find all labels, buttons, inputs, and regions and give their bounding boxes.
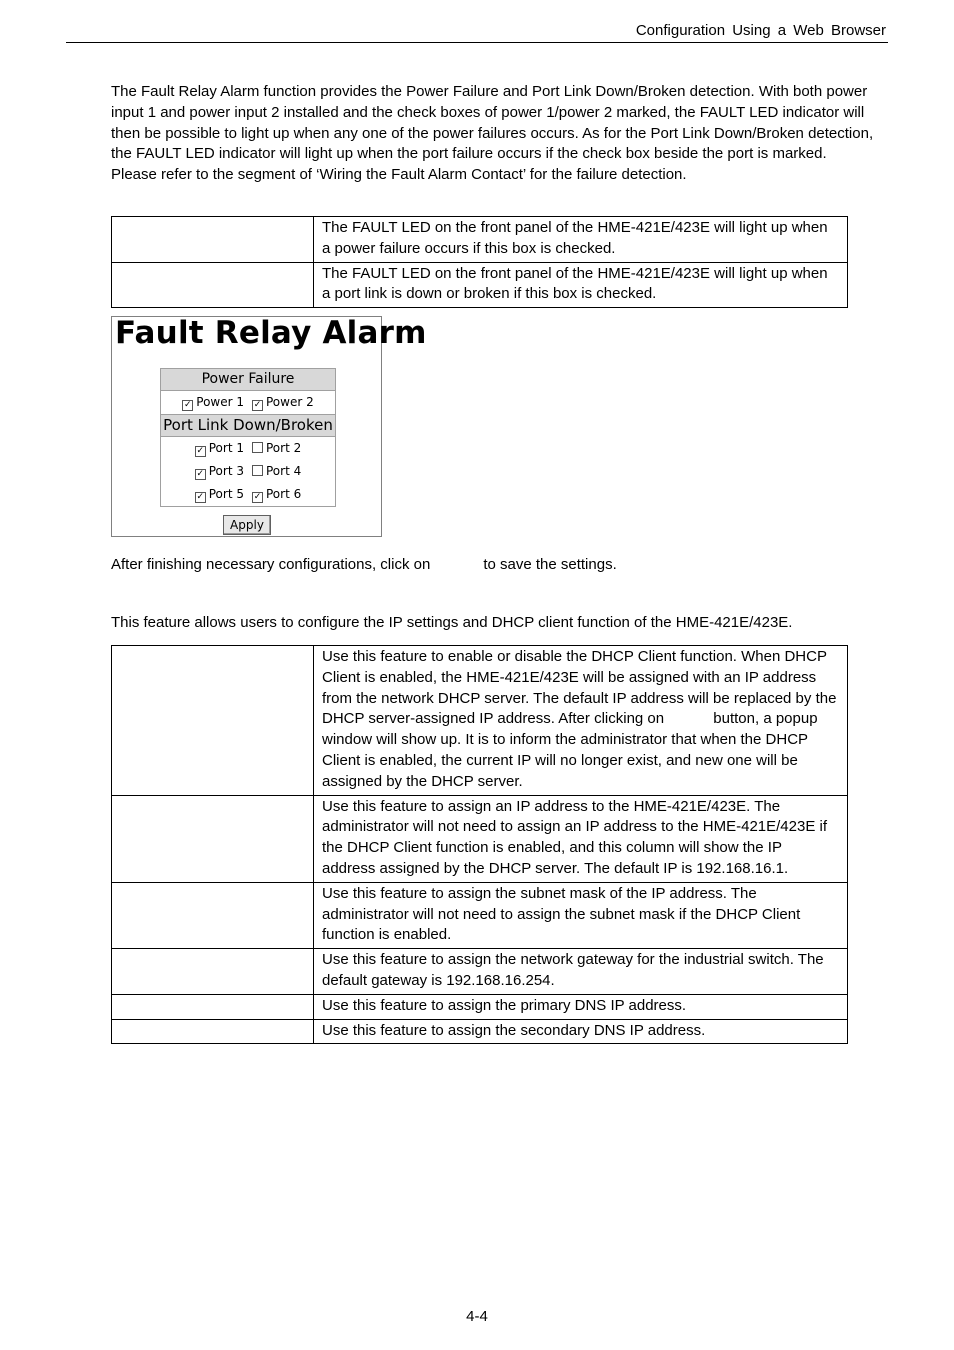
- table-label-cell: [112, 217, 314, 263]
- table-label-cell: [112, 949, 314, 995]
- power2-checkbox[interactable]: ✓: [253, 400, 262, 410]
- port-row: [161, 437, 335, 460]
- table-desc-cell: The FAULT LED on the front panel of the HME-421E/423E will light up when a power failure occurs if this box is checked.: [314, 217, 848, 263]
- dhcp-desc-part2: button, a popup window will show up. It is to inform the administrator that when the DHCP Client is enabled, the current IP will no longer exist, and new one will be assigned by the DHCP server.: [322, 710, 818, 790]
- ip-settings-table: [111, 645, 848, 1044]
- port-row: [161, 460, 335, 483]
- table-label-cell: [112, 994, 314, 1019]
- table-desc-cell: The FAULT LED on the front panel of the HME-421E/423E will light up when a port link is down or broken if this box is checked.: [314, 262, 848, 308]
- port4-checkbox[interactable]: [252, 465, 263, 476]
- port4-label: Port 4: [266, 464, 302, 478]
- alarm-settings-panel: [160, 368, 336, 507]
- fault-relay-table: [111, 216, 848, 308]
- table-row: [112, 882, 848, 948]
- table-row: [112, 795, 848, 882]
- port3-checkbox[interactable]: ✓: [196, 469, 205, 479]
- fault-relay-alarm-screenshot: [111, 315, 427, 537]
- port3-label: Port 3: [208, 464, 244, 478]
- table-desc-cell: Use this feature to assign an IP address to the HME-421E/423E. The administrator will not need to assign an IP address to the HME-421E/423E if the DHCP Client function is enabled, and this column will show the IP address assigned by the DHCP server. The default IP is 192.168.16.1.: [314, 795, 848, 882]
- table-row: [112, 217, 848, 263]
- port2-label: Port 2: [266, 441, 302, 455]
- table-label-cell: [112, 646, 314, 796]
- table-desc-cell: Use this feature to assign the primary DNS IP address.: [314, 994, 848, 1019]
- running-header: Configuration Using a Web Browser: [635, 22, 886, 39]
- table-row: [112, 646, 848, 796]
- power1-checkbox[interactable]: ✓: [183, 400, 192, 410]
- table-desc-cell: [314, 646, 848, 796]
- port2-checkbox[interactable]: [252, 442, 263, 453]
- table-desc-cell: Use this feature to assign the network gateway for the industrial switch. The default gateway is 192.168.16.254.: [314, 949, 848, 995]
- table-desc-cell: Use this feature to assign the secondary DNS IP address.: [314, 1019, 848, 1044]
- table-label-cell: [112, 1019, 314, 1044]
- port5-label: Port 5: [208, 487, 244, 501]
- apply-button[interactable]: Apply: [223, 515, 271, 535]
- port6-checkbox[interactable]: ✓: [253, 492, 262, 502]
- table-row: [112, 1019, 848, 1044]
- table-row: [112, 949, 848, 995]
- power2-label: Power 2: [266, 395, 314, 409]
- screenshot-title: Fault Relay Alarm: [115, 315, 427, 351]
- table-label-cell: [112, 882, 314, 948]
- power-row: [161, 391, 335, 414]
- power1-label: Power 1: [196, 395, 244, 409]
- port1-label: Port 1: [208, 441, 244, 455]
- power-failure-header: Power Failure: [161, 369, 335, 391]
- port-link-header: Port Link Down/Broken: [161, 414, 335, 437]
- ip-intro-paragraph: This feature allows users to configure the IP settings and DHCP client function of the HME-421E/423E.: [111, 614, 793, 631]
- page-number: 4-4: [466, 1308, 488, 1325]
- header-rule: [66, 42, 888, 43]
- dhcp-desc-part1: Use this feature to enable or disable the DHCP Client function. When DHCP Client is enabled, the HME-421E/423E will be assigned with an IP address from the network DHCP server. The default IP address will be replaced by the DHCP server-assigned IP address. After clicking on: [322, 648, 837, 728]
- port6-label: Port 6: [266, 487, 302, 501]
- table-row: [112, 262, 848, 308]
- table-label-cell: [112, 795, 314, 882]
- port5-checkbox[interactable]: ✓: [196, 492, 205, 502]
- after-text-start: After finishing necessary configurations, click on: [111, 556, 431, 573]
- after-text-end: to save the settings.: [483, 556, 617, 573]
- after-config-line: [111, 555, 876, 576]
- table-desc-cell: Use this feature to assign the subnet mask of the IP address. The administrator will not need to assign the subnet mask if the DHCP Client function is enabled.: [314, 882, 848, 948]
- intro-paragraph: The Fault Relay Alarm function provides the Power Failure and Port Link Down/Broken detection. With both power input 1 and power input 2 installed and the check boxes of power 1/power 2 marked, the FAULT LED indicator will then be possible to light up when any one of the power failures occurs. As for the Port Link Down/Broken detection, the FAULT LED indicator will light up when the port failure occurs if the check box beside the port is marked. Please refer to the segment of ‘Wiring the Fault Alarm Contact’ for the failure detection.: [111, 83, 874, 184]
- table-label-cell: [112, 262, 314, 308]
- port1-checkbox[interactable]: ✓: [196, 446, 205, 456]
- table-row: [112, 994, 848, 1019]
- port-row: [161, 483, 335, 506]
